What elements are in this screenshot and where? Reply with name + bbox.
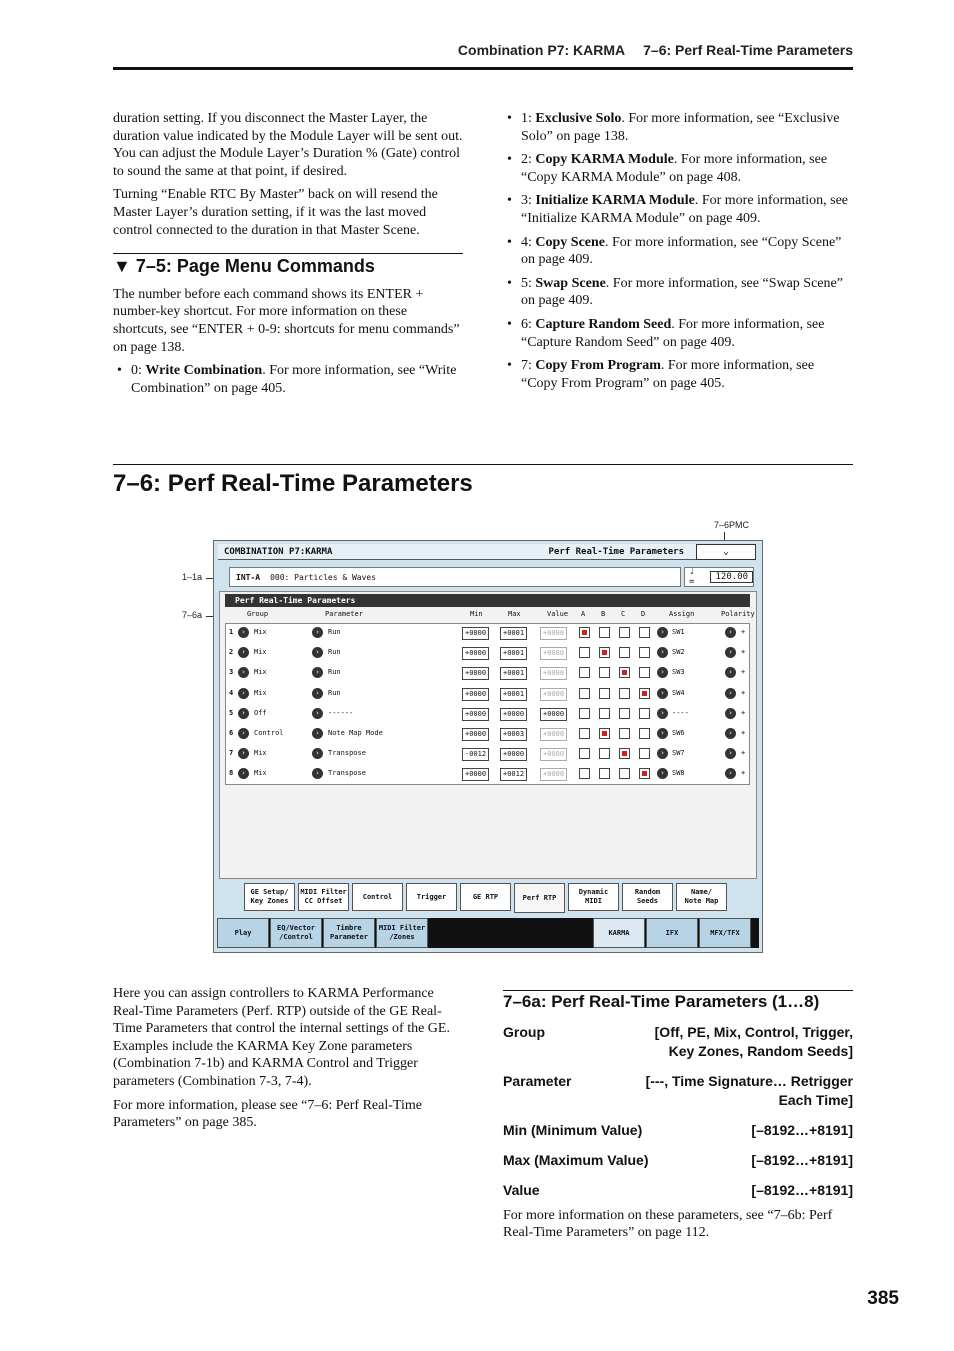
item-text: . For more information, see “Capture Random Seed” on page 409. bbox=[521, 316, 825, 350]
parameter-name: Group bbox=[503, 1023, 545, 1040]
panel-title: Perf Real-Time Parameters bbox=[225, 594, 750, 607]
max-field[interactable]: +0000 bbox=[500, 748, 527, 761]
list-item bbox=[503, 275, 853, 310]
table-row bbox=[226, 705, 749, 725]
running-header bbox=[113, 42, 853, 58]
bottom-left-column bbox=[113, 985, 463, 1138]
sub-tab-bar bbox=[244, 883, 730, 911]
parameter-name: Min (Minimum Value) bbox=[503, 1121, 643, 1138]
group-value[interactable]: Mix bbox=[254, 688, 267, 697]
scene-b-checkbox[interactable] bbox=[599, 688, 610, 699]
item-number: 0: bbox=[131, 363, 146, 379]
list-item bbox=[503, 357, 853, 392]
scene-b-checkbox[interactable] bbox=[599, 728, 610, 739]
scene-b-checkbox[interactable] bbox=[599, 708, 610, 719]
group-knob-icon[interactable]: › bbox=[238, 748, 249, 759]
group-knob-icon[interactable]: › bbox=[238, 768, 249, 779]
max-field[interactable]: +0001 bbox=[500, 667, 527, 680]
column-header: Value bbox=[547, 610, 569, 618]
row-number: 4 bbox=[229, 688, 234, 697]
parameter-knob-icon[interactable]: › bbox=[312, 728, 323, 739]
polarity-value[interactable]: + bbox=[741, 688, 746, 697]
value-field[interactable]: +0000 bbox=[540, 647, 567, 660]
tab-control[interactable]: Control bbox=[352, 883, 403, 911]
item-number: 5: bbox=[521, 275, 536, 291]
scene-c-checkbox[interactable] bbox=[619, 667, 630, 678]
scene-a-checkbox[interactable] bbox=[579, 688, 590, 699]
polarity-value[interactable]: + bbox=[741, 729, 746, 737]
value-field[interactable]: +0000 bbox=[540, 627, 567, 640]
scene-a-checkbox[interactable] bbox=[579, 748, 590, 759]
item-number: 1: bbox=[521, 111, 536, 126]
page-number: 385 bbox=[867, 1288, 899, 1309]
parameter-knob-icon[interactable]: › bbox=[312, 627, 323, 638]
min-field[interactable]: +0000 bbox=[462, 688, 489, 701]
scene-c-checkbox[interactable] bbox=[619, 647, 630, 658]
parameter-range: [---, Time Signature… Retrigger Each Time] bbox=[645, 1072, 853, 1108]
list-item bbox=[503, 234, 853, 269]
parameter-knob-icon[interactable]: › bbox=[312, 748, 323, 759]
tab-play[interactable]: Play bbox=[217, 918, 269, 948]
header-page: 7–6: Perf Real-Time Parameters bbox=[643, 42, 853, 58]
tab-midi-filter-cc-offset[interactable]: MIDI Filter CC Offset bbox=[298, 883, 349, 911]
polarity-value[interactable]: + bbox=[741, 769, 746, 778]
item-text: . For more information, see “Exclusive Solo” on page 138. bbox=[521, 111, 840, 144]
scene-b-checkbox[interactable] bbox=[599, 627, 610, 638]
scene-a-checkbox[interactable] bbox=[579, 647, 590, 658]
list-item bbox=[113, 362, 463, 397]
group-knob-icon[interactable]: › bbox=[238, 728, 249, 739]
main-tab-bar bbox=[217, 918, 759, 948]
polarity-knob-icon[interactable]: › bbox=[725, 768, 736, 779]
list-item bbox=[503, 316, 853, 351]
value-field[interactable]: +0000 bbox=[540, 748, 567, 761]
tab-name-note-map[interactable]: Name/ Note Map bbox=[676, 883, 727, 911]
max-field[interactable]: +0000 bbox=[500, 708, 527, 721]
polarity-knob-icon[interactable]: › bbox=[725, 647, 736, 658]
rows-table bbox=[225, 623, 750, 785]
parameter-value[interactable]: Transpose bbox=[328, 769, 366, 778]
polarity-value[interactable]: + bbox=[741, 749, 746, 758]
item-text: . For more information, see “Copy Scene” on page 409. bbox=[521, 234, 842, 268]
paragraph: Here you can assign controllers to KARMA Performance Real-Time Parameters (Perf. RTP) outside of the GE Real-Time Parameters that control the internal settings of the GE. Examples include the KARMA Key Zone parameters (Combination 7-1b) and KARMA Control and Trigger parameters (Combination 7-3, 7-4). bbox=[113, 986, 450, 1089]
column-header: C bbox=[621, 610, 626, 618]
value-field[interactable]: +0000 bbox=[540, 688, 567, 701]
tab-mfx-tfx[interactable]: MFX/TFX bbox=[699, 918, 751, 948]
max-field[interactable]: +0003 bbox=[500, 728, 527, 741]
parameter-name: Value bbox=[503, 1181, 540, 1198]
scene-d-checkbox[interactable] bbox=[639, 728, 650, 739]
karma-screen bbox=[213, 540, 763, 953]
screen-title-bar bbox=[218, 544, 756, 560]
left-column bbox=[113, 110, 463, 403]
max-field[interactable]: +0001 bbox=[500, 688, 527, 701]
scene-b-checkbox[interactable] bbox=[599, 647, 610, 658]
section-divider bbox=[113, 464, 853, 465]
assign-knob-icon[interactable]: › bbox=[657, 647, 668, 658]
parameter-name: Parameter bbox=[503, 1072, 572, 1089]
parameter-value[interactable]: Run bbox=[328, 628, 341, 636]
row-number: 5 bbox=[229, 708, 234, 717]
scene-d-checkbox[interactable] bbox=[639, 688, 650, 699]
polarity-value[interactable]: + bbox=[741, 708, 746, 717]
tempo-value: 120.00 bbox=[710, 571, 753, 583]
scene-d-checkbox[interactable] bbox=[639, 768, 650, 779]
assign-value[interactable]: SW8 bbox=[672, 769, 685, 778]
tab-random-seeds[interactable]: Random Seeds bbox=[622, 883, 673, 911]
perf-rtp-panel bbox=[219, 591, 757, 879]
group-knob-icon[interactable]: › bbox=[238, 688, 249, 699]
max-field[interactable]: +0012 bbox=[500, 768, 527, 781]
group-value[interactable]: Mix bbox=[254, 668, 267, 677]
scene-c-checkbox[interactable] bbox=[619, 688, 630, 699]
assign-value[interactable]: SW6 bbox=[672, 729, 685, 737]
command-name: Copy KARMA Module bbox=[535, 152, 674, 168]
scene-a-checkbox[interactable] bbox=[579, 708, 590, 719]
command-name: Capture Random Seed bbox=[535, 316, 672, 332]
min-field[interactable]: +0000 bbox=[462, 667, 489, 680]
tab-ifx[interactable]: IFX bbox=[646, 918, 698, 948]
scene-b-checkbox[interactable] bbox=[599, 748, 610, 759]
group-value[interactable]: Mix bbox=[254, 648, 267, 657]
tempo-field[interactable] bbox=[684, 567, 754, 587]
item-text: . For more information, see “Write Combination” on page 405. bbox=[131, 363, 457, 396]
row-number: 8 bbox=[229, 769, 234, 778]
tab-trigger[interactable]: Trigger bbox=[406, 883, 457, 911]
max-field[interactable]: +0001 bbox=[500, 627, 527, 640]
paragraph: The number before each command shows its ENTER + number-key shortcut. For more information on these shortcuts, see “ENTER + 0-9: shortcuts for menu commands” on page 138. bbox=[113, 286, 460, 355]
list-item bbox=[503, 192, 853, 227]
group-knob-icon[interactable]: › bbox=[238, 647, 249, 658]
item-number: 2: bbox=[521, 152, 536, 168]
parameter-row bbox=[503, 1181, 853, 1200]
row-number: 2 bbox=[229, 648, 234, 657]
parameter-range: [–8192…+8191] bbox=[751, 1121, 853, 1138]
min-field[interactable]: +0000 bbox=[462, 728, 489, 741]
list-item bbox=[503, 151, 853, 186]
parameter-value[interactable]: Run bbox=[328, 668, 341, 677]
value-field[interactable]: +0000 bbox=[540, 768, 567, 781]
command-name: Copy From Program bbox=[535, 358, 661, 374]
callout-7-6a: 7–6a bbox=[182, 610, 203, 620]
scene-a-checkbox[interactable] bbox=[579, 728, 590, 739]
table-row bbox=[226, 664, 749, 684]
parameter-value[interactable]: Run bbox=[328, 688, 341, 697]
assign-value[interactable]: SW4 bbox=[672, 688, 685, 697]
bottom-right-column bbox=[503, 990, 853, 1247]
tab-ge-rtp[interactable]: GE RTP bbox=[460, 883, 511, 911]
command-name: Initialize KARMA Module bbox=[535, 193, 695, 209]
group-knob-icon[interactable]: › bbox=[238, 708, 249, 719]
max-field[interactable]: +0001 bbox=[500, 647, 527, 660]
min-field[interactable]: +0000 bbox=[462, 647, 489, 660]
parameter-row bbox=[503, 1121, 853, 1140]
parameter-range: [Off, PE, Mix, Control, Trigger, Key Zones, Random Seeds] bbox=[654, 1023, 853, 1059]
tab-spacer bbox=[429, 918, 593, 948]
scene-a-checkbox[interactable] bbox=[579, 768, 590, 779]
column-header: Assign bbox=[669, 610, 695, 618]
page-title: 7–6: Perf Real-Time Parameters bbox=[113, 470, 473, 497]
parameter-value[interactable]: Transpose bbox=[328, 749, 366, 758]
parameter-range: [–8192…+8191] bbox=[751, 1151, 853, 1168]
table-row bbox=[226, 725, 749, 745]
param-note: For more information on these parameters, see “7–6b: Perf Real-Time Parameters” on page 112. bbox=[503, 1207, 833, 1240]
polarity-knob-icon[interactable]: › bbox=[725, 728, 736, 739]
scene-c-checkbox[interactable] bbox=[619, 708, 630, 719]
scene-d-checkbox[interactable] bbox=[639, 627, 650, 638]
parameter-value[interactable]: ------ bbox=[328, 708, 354, 717]
command-name: Exclusive Solo bbox=[535, 111, 622, 126]
section-heading: ▼ 7–5: Page Menu Commands bbox=[113, 253, 463, 276]
screen-mode-title: COMBINATION P7:KARMA bbox=[224, 546, 333, 557]
item-number: 6: bbox=[521, 316, 536, 332]
table-row bbox=[226, 745, 749, 765]
scene-b-checkbox[interactable] bbox=[599, 667, 610, 678]
assign-value[interactable]: SW2 bbox=[672, 648, 685, 657]
scene-d-checkbox[interactable] bbox=[639, 667, 650, 678]
column-header: Polarity bbox=[721, 610, 755, 618]
tab-ge-setup-key-zones[interactable]: GE Setup/ Key Zones bbox=[244, 883, 295, 911]
list-item bbox=[503, 110, 853, 145]
item-text: . For more information, see “Initialize KARMA Module” on page 409. bbox=[521, 193, 849, 226]
paragraph: For more information, please see “7–6: Perf Real-Time Parameters” on page 385. bbox=[113, 1097, 422, 1131]
command-list bbox=[113, 362, 463, 397]
parameter-knob-icon[interactable]: › bbox=[312, 768, 323, 779]
parameter-knob-icon[interactable]: › bbox=[312, 647, 323, 658]
assign-value[interactable]: SW1 bbox=[672, 628, 685, 636]
min-field[interactable]: -0012 bbox=[462, 748, 489, 761]
group-value[interactable]: Mix bbox=[254, 769, 267, 778]
parameter-knob-icon[interactable]: › bbox=[312, 708, 323, 719]
header-section: Combination P7: KARMA bbox=[457, 42, 626, 58]
table-row bbox=[226, 644, 749, 664]
scene-c-checkbox[interactable] bbox=[619, 728, 630, 739]
scene-d-checkbox[interactable] bbox=[639, 647, 650, 658]
group-knob-icon[interactable]: › bbox=[238, 667, 249, 678]
screen-page-name: Perf Real-Time Parameters bbox=[548, 546, 684, 557]
parameter-knob-icon[interactable]: › bbox=[312, 667, 323, 678]
assign-value[interactable]: SW7 bbox=[672, 749, 685, 758]
program-select[interactable] bbox=[229, 567, 681, 587]
scene-d-checkbox[interactable] bbox=[639, 708, 650, 719]
right-column bbox=[503, 110, 853, 398]
value-field[interactable]: +0000 bbox=[540, 708, 567, 721]
parameter-row bbox=[503, 1151, 853, 1170]
bank-label: INT-A bbox=[236, 572, 261, 582]
item-text: . For more information, see “Swap Scene” on page 409. bbox=[521, 275, 843, 309]
tab-dynamic-midi[interactable]: Dynamic MIDI bbox=[568, 883, 619, 911]
scene-d-checkbox[interactable] bbox=[639, 748, 650, 759]
scene-b-checkbox[interactable] bbox=[599, 768, 610, 779]
tab-midi-filter-zones[interactable]: MIDI Filter /Zones bbox=[376, 918, 428, 948]
assign-knob-icon[interactable]: › bbox=[657, 627, 668, 638]
row-number: 1 bbox=[229, 628, 234, 636]
scene-c-checkbox[interactable] bbox=[619, 748, 630, 759]
header-rule bbox=[113, 67, 853, 70]
paragraph: duration setting. If you disconnect the Master Layer, the duration value indicated by the Module Layer will be sent out. You can adjust the Module Layer’s Duration % (Gate) control to sound the same at that point, if desired. bbox=[113, 111, 463, 179]
item-text: . For more information, see “Copy KARMA Module” on page 408. bbox=[521, 152, 828, 185]
row-number: 3 bbox=[229, 668, 234, 677]
column-header: A bbox=[581, 610, 586, 618]
min-field[interactable]: +0000 bbox=[462, 768, 489, 781]
value-field[interactable]: +0000 bbox=[540, 667, 567, 680]
polarity-knob-icon[interactable]: › bbox=[725, 688, 736, 699]
item-number: 7: bbox=[521, 358, 536, 374]
command-name: Copy Scene bbox=[535, 234, 606, 250]
assign-knob-icon[interactable]: › bbox=[657, 667, 668, 678]
command-name: Swap Scene bbox=[535, 275, 606, 291]
polarity-value[interactable]: + bbox=[741, 648, 746, 657]
polarity-knob-icon[interactable]: › bbox=[725, 627, 736, 638]
command-name: Write Combination bbox=[145, 363, 263, 379]
table-row bbox=[226, 624, 749, 644]
parameter-name: Max (Maximum Value) bbox=[503, 1151, 649, 1168]
page-menu-button[interactable]: ⌄ bbox=[696, 544, 756, 560]
tab-eq-vector-control[interactable]: EQ/Vector /Control bbox=[270, 918, 322, 948]
polarity-knob-icon[interactable]: › bbox=[725, 708, 736, 719]
paragraph: Turning “Enable RTC By Master” back on will resend the Master Layer’s duration setting, if it was the last moved control connected to the duration in that Master Scene. bbox=[113, 187, 438, 238]
group-value[interactable]: Control bbox=[254, 729, 284, 737]
assign-knob-icon[interactable]: › bbox=[657, 748, 668, 759]
parameter-row bbox=[503, 1072, 853, 1110]
assign-knob-icon[interactable]: › bbox=[657, 708, 668, 719]
group-value[interactable]: Mix bbox=[254, 749, 267, 758]
item-number: 4: bbox=[521, 234, 536, 250]
polarity-value[interactable]: + bbox=[741, 668, 746, 677]
note-icon: ♩ = bbox=[689, 567, 695, 587]
scene-a-checkbox[interactable] bbox=[579, 627, 590, 638]
column-headers bbox=[225, 610, 755, 622]
tab-perf-rtp[interactable]: Perf RTP bbox=[514, 883, 565, 913]
column-header: Group bbox=[247, 610, 269, 618]
column-header: Parameter bbox=[325, 610, 363, 618]
assign-knob-icon[interactable]: › bbox=[657, 688, 668, 699]
assign-knob-icon[interactable]: › bbox=[657, 728, 668, 739]
parameter-range: [–8192…+8191] bbox=[751, 1181, 853, 1198]
polarity-knob-icon[interactable]: › bbox=[725, 667, 736, 678]
column-header: B bbox=[601, 610, 606, 618]
column-header: D bbox=[641, 610, 646, 618]
table-row bbox=[226, 765, 749, 785]
parameter-value[interactable]: Note Map Mode bbox=[328, 729, 383, 737]
group-value[interactable]: Off bbox=[254, 708, 267, 717]
parameter-list bbox=[503, 1023, 853, 1200]
scene-a-checkbox[interactable] bbox=[579, 667, 590, 678]
command-list bbox=[503, 110, 853, 392]
column-header: Min bbox=[470, 610, 483, 618]
group-value[interactable]: Mix bbox=[254, 628, 267, 636]
group-knob-icon[interactable]: › bbox=[238, 627, 249, 638]
scene-c-checkbox[interactable] bbox=[619, 627, 630, 638]
value-field[interactable]: +0000 bbox=[540, 728, 567, 741]
table-row bbox=[226, 685, 749, 705]
scene-c-checkbox[interactable] bbox=[619, 768, 630, 779]
tab-timbre-parameter[interactable]: Timbre Parameter bbox=[323, 918, 375, 948]
min-field[interactable]: +0000 bbox=[462, 627, 489, 640]
parameter-knob-icon[interactable]: › bbox=[312, 688, 323, 699]
assign-knob-icon[interactable]: › bbox=[657, 768, 668, 779]
subsection-heading: 7–6a: Perf Real-Time Parameters (1…8) bbox=[503, 990, 853, 1011]
polarity-value[interactable]: + bbox=[741, 628, 746, 636]
tab-karma[interactable]: KARMA bbox=[593, 918, 645, 948]
column-header: Max bbox=[508, 610, 521, 618]
parameter-row bbox=[503, 1023, 853, 1061]
row-number: 6 bbox=[229, 729, 234, 737]
min-field[interactable]: +0000 bbox=[462, 708, 489, 721]
item-number: 3: bbox=[521, 193, 536, 209]
item-text: . For more information, see “Copy From Program” on page 405. bbox=[521, 358, 815, 391]
row-number: 7 bbox=[229, 749, 234, 758]
callout-1-1a: 1–1a bbox=[182, 572, 203, 582]
assign-value[interactable]: SW3 bbox=[672, 668, 685, 677]
assign-value[interactable]: ---- bbox=[672, 708, 689, 717]
polarity-knob-icon[interactable]: › bbox=[725, 748, 736, 759]
callout-pmc: 7–6PMC bbox=[714, 520, 750, 530]
program-name: 000: Particles & Waves bbox=[270, 572, 377, 582]
parameter-value[interactable]: Run bbox=[328, 648, 341, 657]
